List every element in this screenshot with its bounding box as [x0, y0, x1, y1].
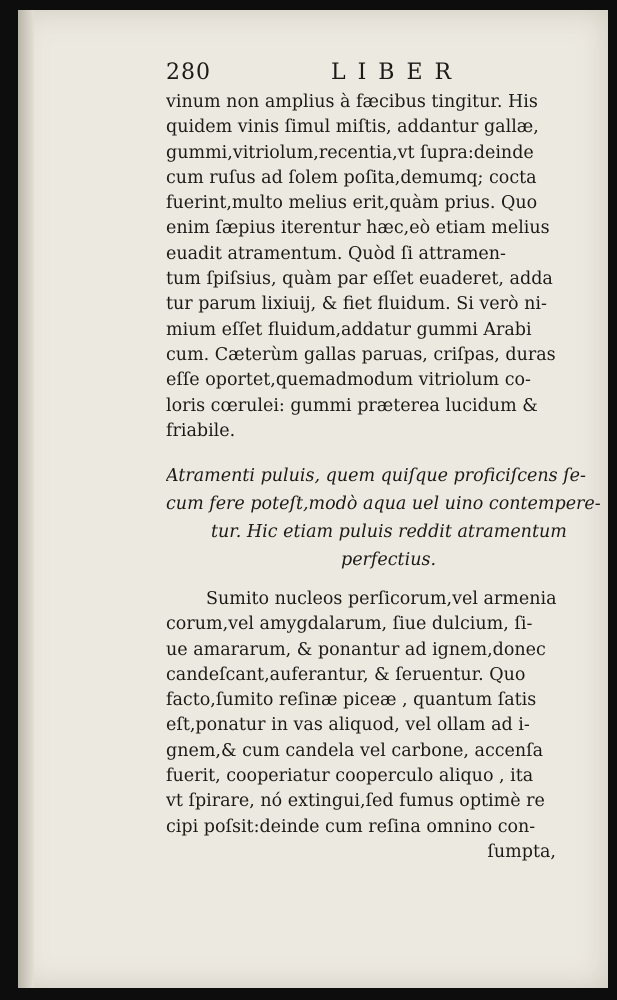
- heading-line: tur. Hic etiam puluis reddit atramentum: [211, 522, 567, 542]
- text-line: vt ſpirare, nó extingui,ſed fumus optimè re: [166, 791, 545, 812]
- page-gutter: [18, 10, 34, 988]
- text-line: eſt,ponatur in vas aliquod, vel ollam ad i-: [166, 715, 530, 736]
- page-number: 280: [166, 60, 211, 85]
- text-line: Sumito nucleos perſicorum,vel armenia: [206, 589, 557, 609]
- text-line: candeſcant,auferantur, & ſeruentur. Quo: [166, 664, 526, 685]
- text-line: tum ſpiſsius, quàm par eſſet euaderet, adda: [166, 269, 553, 290]
- text-line: quidem vinis ſimul miſtis, addantur gallæ,: [166, 117, 539, 138]
- running-head: LIBER: [331, 60, 464, 85]
- text-line: ue amararum, & ponantur ad ignem,donec: [166, 639, 546, 660]
- section-heading: [166, 462, 606, 574]
- text-line: loris cœrulei: gummi præterea lucidum &: [166, 395, 538, 416]
- text-line: ſumpta,: [487, 841, 556, 862]
- text-line: tur parum lixiuij, & fiet fluidum. Si verò ni-: [166, 294, 547, 315]
- text-line: eſſe oportet,quemadmodum vitriolum co-: [166, 370, 531, 391]
- text-line: fuerint,multo melius erit,quàm prius. Quo: [166, 193, 538, 214]
- heading-line: Atramenti puluis, quem quiſque proficiſcens ſe-: [166, 466, 586, 486]
- text-line: fuerit, cooperiatur cooperculo aliquo , ita: [166, 766, 534, 787]
- text-line: corum,vel amygdalarum, ſiue dulcium, ſi-: [166, 614, 533, 635]
- text-line: euadit atramentum. Quòd ſi attramen-: [166, 243, 506, 264]
- heading-line: perfectius.: [341, 550, 437, 570]
- text-line: gummi,vitriolum,recentia,vt ſupra:deinde: [166, 142, 534, 163]
- paragraph-1: [166, 90, 586, 444]
- text-line: cum. Cæterùm gallas paruas, criſpas, duras: [166, 344, 556, 365]
- text-line: friabile.: [166, 420, 236, 441]
- book-page: [18, 10, 608, 988]
- text-line: enim ſæpius iterentur hæc,eò etiam melius: [166, 218, 550, 239]
- text-line: cum ruſus ad ſolem poſita,demumq; cocta: [166, 167, 537, 188]
- text-line: gnem,& cum candela vel carbone, accenſa: [166, 740, 544, 761]
- heading-line: cum fere poteſt,modò aqua uel uino contempere-: [166, 494, 601, 514]
- paragraph-2: [166, 587, 586, 865]
- text-line: facto,ſumito reſinæ piceæ , quantum ſatis: [166, 690, 537, 711]
- text-line: cipi poſsit:deinde cum reſina omnino con-: [166, 816, 536, 837]
- text-line: vinum non amplius à fæcibus tingitur. His: [166, 92, 538, 112]
- text-line: mium eſſet fluidum,addatur gummi Arabi: [166, 319, 532, 340]
